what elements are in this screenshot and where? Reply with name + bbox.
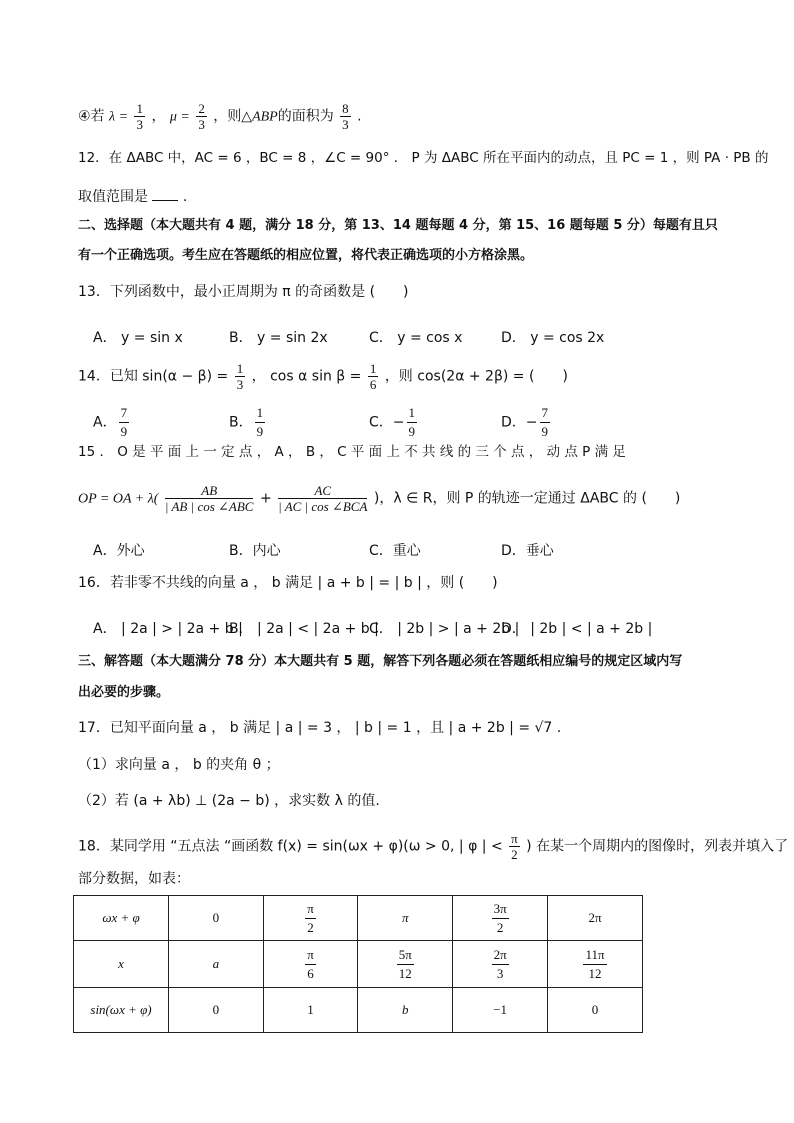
table-cell: 0: [169, 896, 264, 941]
table-row: [74, 988, 643, 1033]
option-frac: [119, 405, 130, 440]
q11-mid: ，则△: [213, 108, 253, 125]
option-frac: [255, 405, 266, 440]
frac-num: 1: [236, 361, 244, 376]
option-label: D．: [501, 414, 526, 431]
table-cell: 0: [548, 988, 643, 1033]
frac-den: | AC | cos ∠BCA: [278, 499, 368, 514]
frac-num: 11π: [583, 947, 606, 965]
q18-stem-a: 18．某同学用 “五点法 “画函数 f(x) = sin(ωx + φ)(ω > 0, | φ | <: [78, 838, 503, 855]
table-cell: [453, 941, 548, 988]
table-cell: −1: [453, 988, 548, 1033]
section3-instructions: 出必要的步骤。: [78, 685, 170, 700]
q15-frac2: [278, 484, 367, 513]
frac-num: 1: [136, 101, 143, 116]
q11-lambda-frac: [134, 102, 145, 131]
q16-option-c[interactable]: C． | 2b | > | a + 2b |: [369, 621, 520, 637]
frac-den: 2: [496, 919, 504, 935]
frac-den: 3: [198, 117, 205, 132]
frac-num: 2: [198, 101, 205, 116]
q11-prefix: ④若: [78, 108, 105, 125]
q15-op-lhs: OP = OA + λ(: [78, 491, 159, 507]
q14-stem-a: 14．已知 sin(α − β) =: [78, 368, 229, 385]
frac-den: 9: [541, 424, 549, 439]
table-row: [74, 896, 643, 941]
frac-num: 7: [119, 405, 130, 423]
frac-num: AB: [165, 484, 254, 499]
q12-line1: 12．在 ΔABC 中，AC = 6 ，BC = 8 ，∠C = 90° ． P 为 ΔABC 所在平面内的动点，且 PC = 1 ，则 PA · PB 的: [78, 150, 769, 166]
table-row-head: sin(ωx + φ): [74, 988, 169, 1033]
table-cell: 0: [169, 988, 264, 1033]
table-cell: [453, 896, 548, 941]
frac-den: 12: [398, 965, 412, 981]
q11-area-frac: [340, 102, 351, 131]
q17-part2: （2）若 (a + λb) ⊥ (2a − b) ，求实数 λ 的值.: [78, 793, 380, 809]
q11-lambda: λ =: [109, 109, 129, 125]
frac-num: 3π: [492, 901, 509, 919]
q18-frac: [509, 832, 520, 861]
q15-plus: +: [259, 490, 272, 507]
table-cell: [263, 896, 358, 941]
table-cell: b: [358, 988, 453, 1033]
frac-den: 6: [307, 965, 314, 981]
q14-stem-b: ， cos α sin β =: [251, 368, 362, 385]
q11-mu: μ =: [169, 109, 190, 125]
frac-den: | AB | cos ∠ABC: [164, 499, 254, 514]
q18-stem-b: ) 在某一个周期内的图像时，列表并填入了: [526, 838, 789, 855]
frac-den: 3: [342, 117, 349, 132]
q14-frac1: [235, 362, 246, 391]
q17-part1: （1）求向量 a ， b 的夹角 θ ；: [78, 757, 280, 773]
option-sign: −: [392, 414, 405, 431]
q12-line2-text: 取值范围是: [78, 189, 148, 205]
frac-num: 7: [540, 405, 551, 423]
frac-den: 9: [408, 424, 416, 439]
frac-num: π: [305, 947, 316, 965]
q14-stem: [78, 362, 568, 391]
q11-suffix: 的面积为: [277, 108, 334, 125]
q15-frac1: [165, 484, 254, 513]
five-point-table: [73, 895, 643, 1033]
table-cell: π: [358, 896, 453, 941]
frac-den: 2: [511, 847, 518, 862]
option-label: A．: [93, 414, 117, 431]
frac-den: 2: [307, 919, 314, 935]
frac-den: 9: [256, 424, 264, 439]
q13-option-b[interactable]: B． y = sin 2x: [229, 330, 328, 346]
q11-end: .: [357, 108, 362, 125]
table-cell: 2π: [548, 896, 643, 941]
table-row-head: ωx + φ: [74, 896, 169, 941]
q15-op-rhs: )，λ ∈ R，则 P 的轨迹一定通过 ΔABC 的 ( ): [373, 490, 681, 507]
q14-option-a[interactable]: [93, 405, 131, 440]
frac-num: AC: [278, 484, 367, 499]
table-row: [74, 941, 643, 988]
q16-option-a[interactable]: A． | 2a | > | 2a + b |: [93, 621, 243, 637]
frac-num: π: [305, 901, 316, 919]
frac-den: 12: [588, 965, 602, 981]
q16-stem: 16．若非零不共线的向量 a ， b 满足 | a + b | = | b | ，则 ( ): [78, 575, 498, 591]
option-label: C．: [369, 414, 393, 431]
option-frac: [407, 405, 418, 440]
answer-blank[interactable]: [152, 188, 178, 201]
frac-num: 8: [342, 101, 349, 116]
option-sign: −: [525, 414, 538, 431]
q11-tri: ABP: [252, 109, 278, 125]
q13-option-d[interactable]: D． y = cos 2x: [501, 330, 605, 346]
q18-stem: [78, 832, 788, 861]
frac-den: 3: [136, 117, 143, 132]
q12-line2: [78, 188, 187, 204]
q18-line2: 部分数据，如表：: [78, 871, 190, 887]
option-frac: [540, 405, 551, 440]
frac-num: 1: [369, 361, 377, 376]
frac-den: 3: [496, 965, 504, 981]
q12-line2-end: .: [182, 189, 188, 205]
frac-den: 6: [369, 377, 377, 392]
q14-option-b[interactable]: [229, 405, 267, 440]
table-cell: [263, 941, 358, 988]
q13-stem: 13．下列函数中，最小正周期为 π 的奇函数是 ( ): [78, 284, 409, 300]
q15-option-a[interactable]: A．外心: [93, 543, 145, 559]
q17-stem: 17．已知平面向量 a ， b 满足 | a | = 3 ， | b | = 1 ，且 | a + 2b | = √7 .: [78, 720, 562, 736]
q14-stem-c: ，则 cos(2α + 2β) = ( ): [384, 368, 568, 385]
q11-item4: ④若 λ = $\frac{1}{3}$ ， μ = $\frac{2}{3}$ ，则△ABP的面积为 $\frac{8}{3}$ .: [78, 101, 362, 132]
frac-num: 2π: [492, 947, 509, 965]
frac-num: 5π: [397, 947, 414, 965]
table-cell: 1: [263, 988, 358, 1033]
section3-title: 三、解答题（本大题满分 78 分）本大题共有 5 题，解答下列各题必须在答题纸相应编号的规定区域内写: [78, 654, 683, 669]
table-cell: [358, 941, 453, 988]
frac-den: 9: [120, 424, 128, 439]
frac-num: π: [511, 831, 518, 846]
table-cell: a: [169, 941, 264, 988]
q15-line1: 15 ． O 是 平 面 上 一 定 点 ， A ， B ， C 平 面 上 不 共 线 的 三 个 点 ， 动 点 P 满 足: [78, 444, 626, 460]
table-cell: [548, 941, 643, 988]
q13-option-c[interactable]: C． y = cos x: [369, 330, 463, 346]
q16-option-d[interactable]: D． | 2b | < | a + 2b |: [501, 621, 653, 637]
q15-option-c[interactable]: C．重心: [369, 543, 421, 559]
q13-option-a[interactable]: A． y = sin x: [93, 330, 183, 346]
frac-num: 1: [407, 405, 418, 423]
q16-option-b[interactable]: B． | 2a | < | 2a + b |: [229, 621, 379, 637]
q11-mu-frac: [196, 102, 207, 131]
q14-option-c[interactable]: [369, 405, 419, 440]
frac-num: 1: [255, 405, 266, 423]
q15-option-b[interactable]: B．内心: [229, 543, 281, 559]
q14-option-d[interactable]: [501, 405, 552, 440]
q15-option-d[interactable]: D．垂心: [501, 543, 554, 559]
frac-den: 3: [236, 377, 244, 392]
table-row-head: x: [74, 941, 169, 988]
q14-frac2: [368, 362, 379, 391]
section2-title: 二、选择题（本大题共有 4 题，满分 18 分，第 13、14 题每题 4 分，第 15、16 题每题 5 分）每题有且只: [78, 218, 718, 233]
q15-line2: [78, 484, 680, 513]
section2-instructions: 有一个正确选项。考生应在答题纸的相应位置，将代表正确选项的小方格涂黑。: [78, 248, 534, 263]
option-label: B．: [229, 414, 253, 431]
